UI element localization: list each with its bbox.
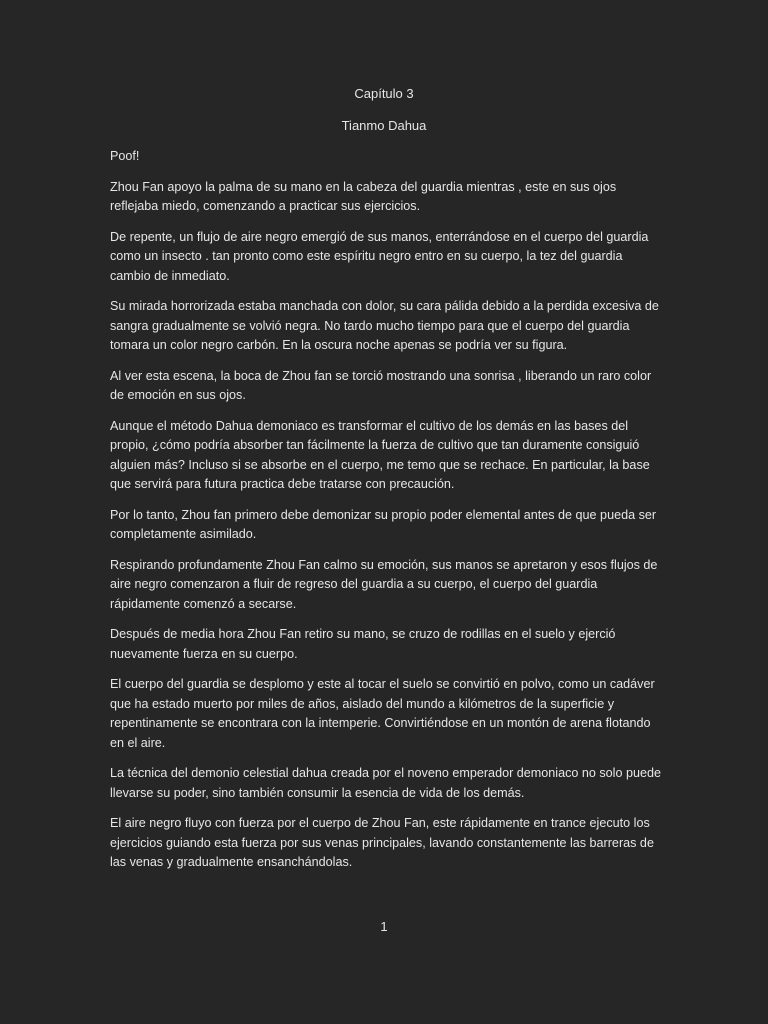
paragraph: El cuerpo del guardia se desplomo y este al tocar el suelo se convirtió en polvo, como un cadáver que ha estado muerto por miles de años, aislado del mundo a kilómetros de la superficie y repentinamente se encontrara con la intemperie. Convirtiéndose en un montón de arena flotando en el aire. [110, 677, 655, 750]
paragraph: Después de media hora Zhou Fan retiro su mano, se cruzo de rodillas en el suelo y ejerció nuevamente fuerza en su cuerpo. [110, 627, 616, 661]
chapter-heading: Capítulo 3 [354, 86, 414, 101]
paragraph: Al ver esta escena, la boca de Zhou fan se torció mostrando una sonrisa , liberando un raro color de emoción en sus ojos. [110, 368, 652, 402]
paragraph: La técnica del demonio celestial dahua creada por el noveno emperador demoniaco no solo puede llevarse su poder, sino también consumir la esencia de vida de los demás. [110, 766, 662, 800]
page-number: 1 [380, 919, 388, 934]
paragraph: Zhou Fan apoyo la palma de su mano en la cabeza del guardia mientras , este en sus ojos reflejaba miedo, comenzando a practicar sus ejercicios. [110, 179, 617, 213]
paragraph: Su mirada horrorizada estaba manchada con dolor, su cara pálida debido a la perdida excesiva de sangra gradualmente se volvió negra. No tardo mucho tiempo para que el cuerpo del guardia tomara un color negro carbón. En la oscura noche apenas se podría ver su figura. [110, 299, 659, 352]
paragraph: Por lo tanto, Zhou fan primero debe demonizar su propio poder elemental antes de que pueda ser completamente asimilado. [110, 507, 657, 541]
body-text [110, 147, 662, 884]
paragraph: El aire negro fluyo con fuerza por el cuerpo de Zhou Fan, este rápidamente en trance ejecuto los ejercicios guiando esta fuerza por sus venas principales, lavando constantemente las barreras de las venas y gradualmente ensanchándolas. [110, 816, 654, 869]
paragraph: Aunque el método Dahua demoniaco es transformar el cultivo de los demás en las bases del propio, ¿cómo podría absorber tan fácilmente la fuerza de cultivo que tan duramente consiguió alguien más? Incluso si se absorbe en el cuerpo, me temo que se rechace. En particular, la base que servirá para futura practica debe tratarse con precaución. [110, 418, 650, 491]
paragraph: Respirando profundamente Zhou Fan calmo su emoción, sus manos se apretaron y esos flujos de aire negro comenzaron a fluir de regreso del guardia a su cuerpo, el cuerpo del guardia rápidamente comenzó a secarse. [110, 557, 658, 611]
paragraph: Poof! [110, 149, 140, 163]
paragraph: De repente, un flujo de aire negro emergió de sus manos, enterrándose en el cuerpo del guardia como un insecto . tan pronto como este espíritu negro entro en su cuerpo, la tez del guardia cambio de inmediato. [110, 229, 649, 283]
chapter-title: Tianmo Dahua [341, 118, 427, 133]
